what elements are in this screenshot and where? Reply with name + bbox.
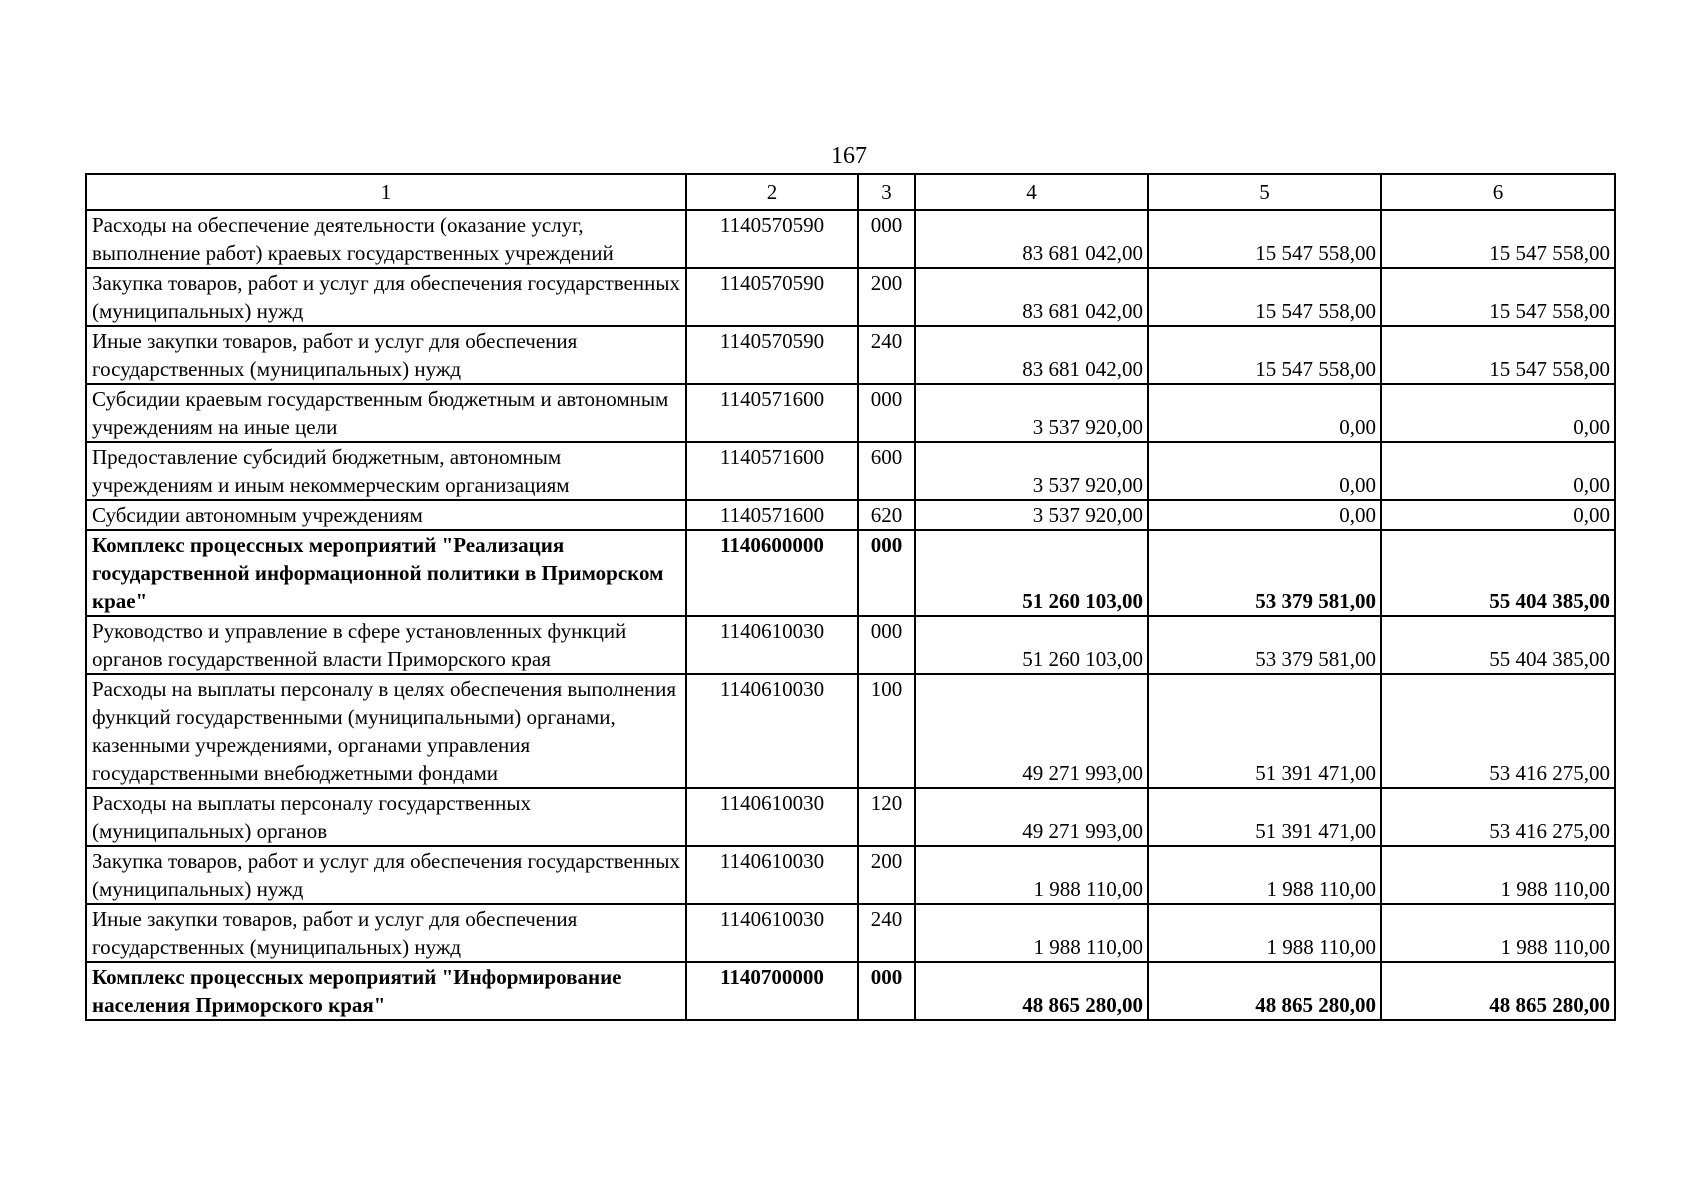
table-row bbox=[86, 268, 1615, 326]
row-amount-col4: 83 681 042,00 bbox=[915, 326, 1148, 384]
row-type-cell: 600 bbox=[858, 442, 915, 500]
row-amount-col5: 53 379 581,00 bbox=[1148, 616, 1381, 674]
row-name-cell: Расходы на обеспечение деятельности (оказание услуг, выполнение работ) краевых государственных учреждений bbox=[86, 210, 686, 268]
row-name-cell: Закупка товаров, работ и услуг для обеспечения государственных (муниципальных) нужд bbox=[86, 846, 686, 904]
row-type-cell: 240 bbox=[858, 904, 915, 962]
row-code-cell: 1140571600 bbox=[686, 500, 858, 530]
row-amount-col4: 83 681 042,00 bbox=[915, 210, 1148, 268]
row-amount-col5: 15 547 558,00 bbox=[1148, 268, 1381, 326]
column-header-4: 4 bbox=[915, 174, 1148, 210]
row-amount-col4: 48 865 280,00 bbox=[915, 962, 1148, 1020]
row-amount-col4: 3 537 920,00 bbox=[915, 500, 1148, 530]
table-row bbox=[86, 530, 1615, 616]
row-type-cell: 200 bbox=[858, 846, 915, 904]
row-name-cell: Комплекс процессных мероприятий "Информирование населения Приморского края" bbox=[86, 962, 686, 1020]
row-code-cell: 1140610030 bbox=[686, 616, 858, 674]
row-amount-col5: 1 988 110,00 bbox=[1148, 904, 1381, 962]
row-type-cell: 000 bbox=[858, 530, 915, 616]
row-name-cell: Субсидии краевым государственным бюджетным и автономным учреждениям на иные цели bbox=[86, 384, 686, 442]
row-amount-col4: 83 681 042,00 bbox=[915, 268, 1148, 326]
row-amount-col4: 49 271 993,00 bbox=[915, 674, 1148, 788]
row-name-cell: Расходы на выплаты персоналу государственных (муниципальных) органов bbox=[86, 788, 686, 846]
row-name-cell: Руководство и управление в сфере установленных функций органов государственной власти Приморского края bbox=[86, 616, 686, 674]
row-name-cell: Закупка товаров, работ и услуг для обеспечения государственных (муниципальных) нужд bbox=[86, 268, 686, 326]
row-code-cell: 1140610030 bbox=[686, 904, 858, 962]
row-amount-col4: 51 260 103,00 bbox=[915, 530, 1148, 616]
row-code-cell: 1140610030 bbox=[686, 788, 858, 846]
table-row bbox=[86, 384, 1615, 442]
row-amount-col6: 15 547 558,00 bbox=[1381, 210, 1615, 268]
row-name-cell: Расходы на выплаты персоналу в целях обеспечения выполнения функций государственными (муниципальными) органами, казенными учреждениями, органами управления государственными внебюджетными фондами bbox=[86, 674, 686, 788]
table-row bbox=[86, 442, 1615, 500]
row-amount-col6: 15 547 558,00 bbox=[1381, 326, 1615, 384]
row-amount-col4: 49 271 993,00 bbox=[915, 788, 1148, 846]
row-type-cell: 240 bbox=[858, 326, 915, 384]
row-code-cell: 1140610030 bbox=[686, 846, 858, 904]
row-amount-col6: 0,00 bbox=[1381, 500, 1615, 530]
row-amount-col6: 1 988 110,00 bbox=[1381, 904, 1615, 962]
row-type-cell: 100 bbox=[858, 674, 915, 788]
row-name-cell: Иные закупки товаров, работ и услуг для обеспечения государственных (муниципальных) нужд bbox=[86, 326, 686, 384]
column-header-3: 3 bbox=[858, 174, 915, 210]
header-row bbox=[86, 174, 1615, 210]
row-type-cell: 200 bbox=[858, 268, 915, 326]
row-amount-col6: 0,00 bbox=[1381, 442, 1615, 500]
row-amount-col4: 3 537 920,00 bbox=[915, 384, 1148, 442]
row-code-cell: 1140600000 bbox=[686, 530, 858, 616]
row-code-cell: 1140570590 bbox=[686, 210, 858, 268]
row-type-cell: 620 bbox=[858, 500, 915, 530]
table-row bbox=[86, 500, 1615, 530]
row-amount-col6: 55 404 385,00 bbox=[1381, 616, 1615, 674]
table-row bbox=[86, 846, 1615, 904]
budget-table bbox=[85, 173, 1616, 1021]
table-row bbox=[86, 616, 1615, 674]
row-amount-col5: 15 547 558,00 bbox=[1148, 326, 1381, 384]
column-header-1: 1 bbox=[86, 174, 686, 210]
table-row bbox=[86, 904, 1615, 962]
row-amount-col6: 53 416 275,00 bbox=[1381, 674, 1615, 788]
row-amount-col5: 15 547 558,00 bbox=[1148, 210, 1381, 268]
row-name-cell: Предоставление субсидий бюджетным, автономным учреждениям и иным некоммерческим организациям bbox=[86, 442, 686, 500]
row-amount-col6: 1 988 110,00 bbox=[1381, 846, 1615, 904]
row-name-cell: Субсидии автономным учреждениям bbox=[86, 500, 686, 530]
page-number: 167 bbox=[831, 143, 867, 169]
row-type-cell: 000 bbox=[858, 616, 915, 674]
row-amount-col4: 3 537 920,00 bbox=[915, 442, 1148, 500]
row-code-cell: 1140610030 bbox=[686, 674, 858, 788]
row-type-cell: 000 bbox=[858, 210, 915, 268]
table-row bbox=[86, 210, 1615, 268]
row-type-cell: 000 bbox=[858, 384, 915, 442]
table-header bbox=[86, 174, 1615, 210]
row-code-cell: 1140571600 bbox=[686, 442, 858, 500]
table-row bbox=[86, 788, 1615, 846]
row-name-cell: Иные закупки товаров, работ и услуг для обеспечения государственных (муниципальных) нужд bbox=[86, 904, 686, 962]
row-code-cell: 1140700000 bbox=[686, 962, 858, 1020]
row-amount-col5: 51 391 471,00 bbox=[1148, 788, 1381, 846]
row-amount-col6: 48 865 280,00 bbox=[1381, 962, 1615, 1020]
column-header-6: 6 bbox=[1381, 174, 1615, 210]
row-type-cell: 000 bbox=[858, 962, 915, 1020]
row-amount-col6: 53 416 275,00 bbox=[1381, 788, 1615, 846]
row-code-cell: 1140570590 bbox=[686, 268, 858, 326]
row-amount-col5: 1 988 110,00 bbox=[1148, 846, 1381, 904]
row-amount-col5: 51 391 471,00 bbox=[1148, 674, 1381, 788]
row-amount-col4: 51 260 103,00 bbox=[915, 616, 1148, 674]
row-code-cell: 1140571600 bbox=[686, 384, 858, 442]
table-row bbox=[86, 326, 1615, 384]
row-amount-col6: 55 404 385,00 bbox=[1381, 530, 1615, 616]
row-amount-col5: 0,00 bbox=[1148, 384, 1381, 442]
table-row bbox=[86, 962, 1615, 1020]
row-type-cell: 120 bbox=[858, 788, 915, 846]
column-header-2: 2 bbox=[686, 174, 858, 210]
row-amount-col5: 53 379 581,00 bbox=[1148, 530, 1381, 616]
table-row bbox=[86, 674, 1615, 788]
row-code-cell: 1140570590 bbox=[686, 326, 858, 384]
row-amount-col6: 15 547 558,00 bbox=[1381, 268, 1615, 326]
row-amount-col4: 1 988 110,00 bbox=[915, 846, 1148, 904]
row-amount-col5: 48 865 280,00 bbox=[1148, 962, 1381, 1020]
column-header-5: 5 bbox=[1148, 174, 1381, 210]
row-amount-col5: 0,00 bbox=[1148, 500, 1381, 530]
row-name-cell: Комплекс процессных мероприятий "Реализация государственной информационной политики в Приморском крае" bbox=[86, 530, 686, 616]
row-amount-col5: 0,00 bbox=[1148, 442, 1381, 500]
row-amount-col4: 1 988 110,00 bbox=[915, 904, 1148, 962]
table-body bbox=[86, 210, 1615, 1020]
row-amount-col6: 0,00 bbox=[1381, 384, 1615, 442]
